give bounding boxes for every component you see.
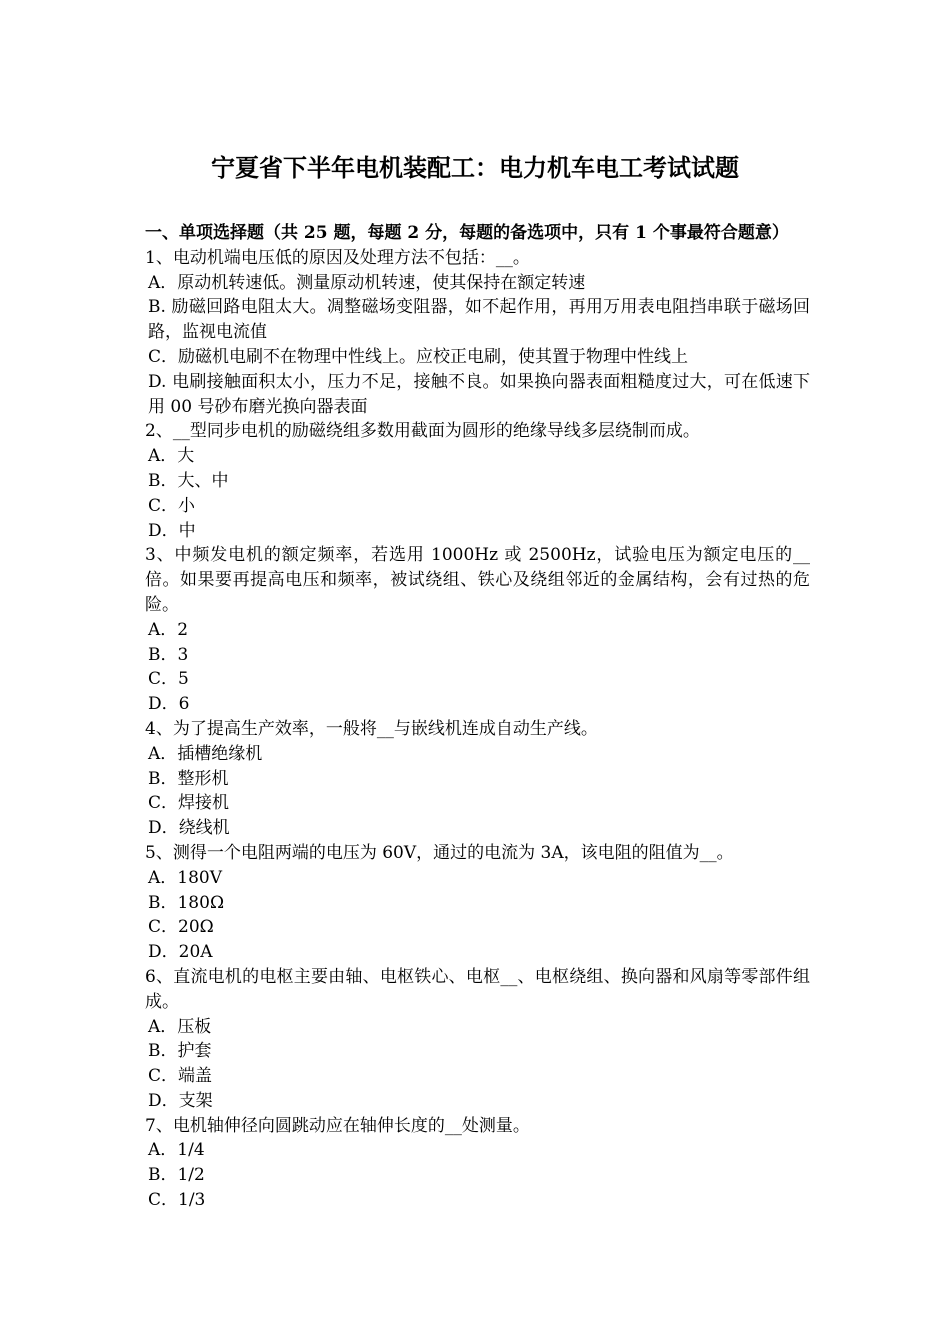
question-2 — [145, 419, 810, 543]
section-heading: 一、单项选择题（共 25 题，每题 2 分，每题的备选项中，只有 1 个事最符合题意） — [145, 223, 789, 243]
question-text: 3、中频发电机的额定频率，若选用 1000Hz 或 2500Hz，试验电压为额定电压的__倍。如果要再提高电压和频率，被试绕组、铁心及绕组邻近的金属结构，会有过热的危险。 — [145, 545, 810, 615]
option-a: A．插槽绝缘机 — [148, 743, 263, 764]
option-b: B．大、中 — [148, 470, 229, 491]
option-b: B．护套 — [148, 1041, 212, 1062]
option-c: C．5 — [148, 669, 189, 690]
option-d: D．6 — [148, 694, 190, 715]
option-c: C．20Ω — [148, 917, 214, 938]
option-a: A．原动机转速低。测量原动机转速，使其保持在额定转速 — [148, 272, 586, 293]
option-c: C．1/3 — [148, 1190, 206, 1211]
option-b: B．1/2 — [148, 1165, 205, 1186]
option-c: C．小 — [148, 495, 196, 516]
question-text: 7、电机轴伸径向圆跳动应在轴伸长度的__处测量。 — [145, 1115, 530, 1136]
option-a: A．2 — [148, 619, 189, 640]
document-body — [145, 221, 810, 1213]
option-b: B. 励磁回路电阻太大。凋整磁场变阻器，如不起作用，再用万用表电阻挡串联于磁场回路，监视电流值 — [148, 297, 810, 343]
option-b: B．180Ω — [148, 892, 225, 913]
question-5 — [145, 841, 810, 965]
question-text: 5、测得一个电阻两端的电压为 60V，通过的电流为 3A，该电阻的阻值为__。 — [145, 842, 734, 863]
question-text: 4、为了提高生产效率，一般将__与嵌线机连成自动生产线。 — [145, 718, 598, 739]
question-text: 1、电动机端电压低的原因及处理方法不包括：__。 — [145, 247, 530, 268]
question-6 — [145, 965, 810, 1114]
option-d: D．支架 — [148, 1090, 213, 1111]
option-c: C．励磁机电刷不在物理中性线上。应校正电刷，使其置于物理中性线上 — [148, 346, 689, 367]
option-d: D．绕线机 — [148, 818, 230, 839]
option-b: B．整形机 — [148, 768, 229, 789]
option-c: C．焊接机 — [148, 793, 230, 814]
option-a: A．1/4 — [148, 1140, 205, 1161]
option-a: A．大 — [148, 446, 195, 467]
option-a: A．压板 — [148, 1016, 212, 1037]
option-c: C．端盖 — [148, 1066, 213, 1087]
option-d: D．中 — [148, 520, 196, 541]
document-title: 宁夏省下半年电机装配工：电力机车电工考试试题 — [211, 154, 739, 182]
question-3 — [145, 543, 810, 717]
question-1 — [145, 246, 810, 420]
option-b: B．3 — [148, 644, 189, 665]
question-7 — [145, 1114, 810, 1213]
option-a: A．180V — [148, 867, 223, 888]
question-text: 6、直流电机的电枢主要由轴、电枢铁心、电枢__、电枢绕组、换向器和风扇等零部件组成。 — [145, 966, 810, 1012]
option-d: D．20A — [148, 942, 213, 963]
question-text: 2、__型同步电机的励磁绕组多数用截面为圆形的绝缘导线多层绕制而成。 — [145, 421, 700, 442]
question-4 — [145, 717, 810, 841]
option-d: D. 电刷接触面积太小，压力不足，接触不良。如果换向器表面粗糙度过大，可在低速下用 00 号砂布磨光换向器表面 — [148, 371, 810, 417]
